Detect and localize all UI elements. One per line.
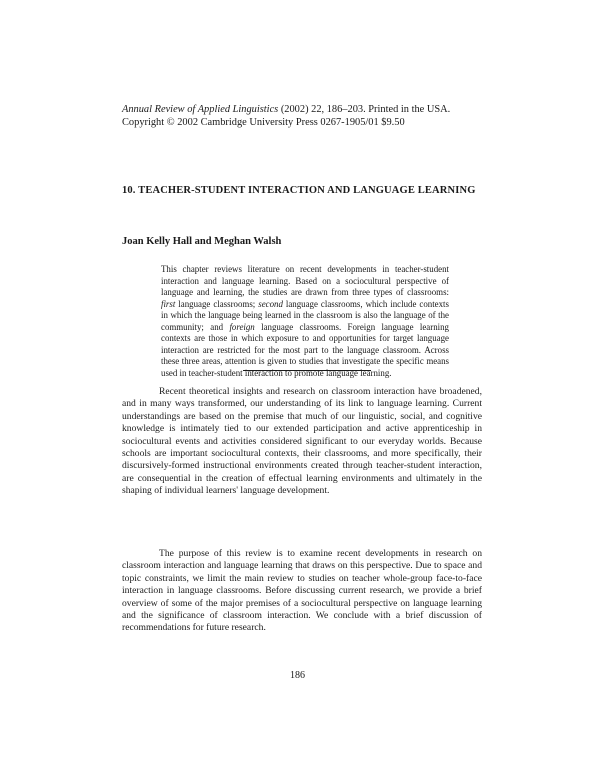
journal-header [122,103,522,129]
abstract-emphasis-second: second [258,298,283,309]
abstract-divider [243,370,371,371]
abstract-emphasis-first: first [161,298,176,309]
body-paragraph-2: The purpose of this review is to examine recent developments in research on classroom interaction and language learning that draws on this perspective. Due to space and topic constraints, we limit the main review to studies on teacher whole-group face-to-face interaction in language classrooms. Before discussing current research, we provide a brief overview of some of the major premises of a sociocultural perspective on language learning and the significance of classroom interaction. We conclude with a brief discussion of recommendations for future research. [122,548,482,634]
citation-details: (2002) 22, 186–203. Printed in the USA. [278,104,451,115]
article-title: 10. TEACHER-STUDENT INTERACTION AND LANGUAGE LEARNING [122,185,476,196]
article-authors: Joan Kelly Hall and Meghan Walsh [122,236,282,247]
journal-name: Annual Review of Applied Linguistics [122,104,279,115]
citation-line [122,103,522,116]
body-paragraph-1: Recent theoretical insights and research on classroom interaction have broadened, and in many ways transformed, our understanding of its link to language learning. Current understandings are based on the premise that much of our linguistic, social, and cognitive knowledge is intimately tied to our extended participation and active apprenticeship in sociocultural events and activities considered significant to our everyday worlds. Because schools are important sociocultural contexts, their classrooms, and more specifically, their discursively-formed instructional environments created through teacher-student interaction, are consequential in the creation of effectual learning environments and ultimately in the shaping of individual learners' language development. [122,386,482,497]
page-number: 186 [290,670,305,681]
abstract-text [161,264,449,379]
abstract-part: language classrooms, which include contexts in which the language being learned in the classroom is also the language of the community; and [161,298,449,332]
abstract [161,264,449,379]
copyright-line: Copyright © 2002 Cambridge University Press 0267-1905/01 $9.50 [122,117,405,128]
abstract-part: language classrooms. Foreign language learning contexts are those in which exposure to and opportunities for target language interaction are restricted for the most part to the language classroom. Across these three areas, attention is given to studies that investigate the specific means used in teacher-student interaction to promote language learning. [161,321,449,378]
abstract-emphasis-foreign: foreign [229,321,255,332]
abstract-part: language classrooms; [175,298,259,309]
abstract-part: This chapter reviews literature on recent developments in teacher-student interaction and language learning. Based on a sociocultural perspective of language and learning, the studies are drawn from three types of classrooms: [161,264,449,298]
